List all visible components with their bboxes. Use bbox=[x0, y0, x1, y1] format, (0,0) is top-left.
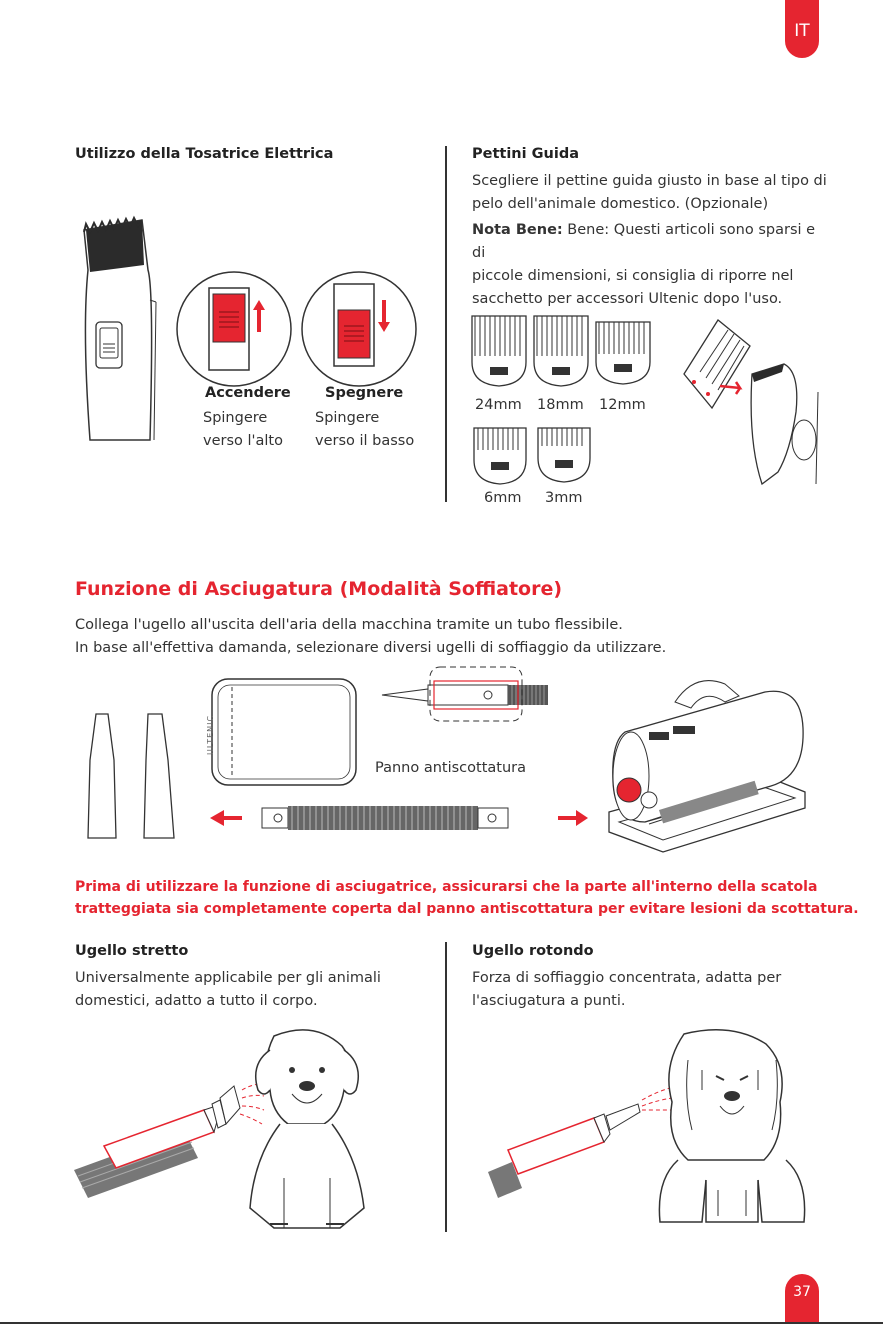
round-nozzle-line: l'asciugatura a punti. bbox=[472, 993, 626, 1009]
column-divider bbox=[445, 146, 447, 502]
drying-section-title: Funzione di Asciugatura (Modalità Soffiatore) bbox=[75, 578, 563, 600]
combs-description-line: pelo dell'animale domestico. (Opzionale) bbox=[472, 196, 769, 212]
comb-size-label: 24mm bbox=[475, 397, 522, 413]
combs-note bbox=[472, 219, 832, 265]
combs-note-line: sacchetto per accessori Ultenic dopo l'uso. bbox=[472, 291, 783, 307]
comb-row-top bbox=[470, 312, 670, 392]
comb-row-bottom bbox=[472, 424, 612, 490]
note-label: Nota Bene: bbox=[472, 222, 563, 238]
combs-description bbox=[472, 170, 832, 311]
grooming-machine-illustration bbox=[605, 672, 815, 862]
comb-icon bbox=[474, 428, 526, 484]
drying-description-line: In base all'effettiva damanda, selezionare diversi ugelli di soffiaggio da utilizzare. bbox=[75, 640, 667, 656]
combs-section-title: Pettini Guida bbox=[472, 146, 579, 162]
nozzles-illustration bbox=[86, 710, 186, 842]
comb-icon bbox=[596, 322, 650, 384]
hose-with-dashed-area bbox=[380, 663, 560, 723]
narrow-nozzle-line: Universalmente applicabile per gli animali bbox=[75, 970, 381, 986]
switch-on-text-line: verso l'alto bbox=[203, 433, 283, 449]
language-tab: IT bbox=[785, 0, 819, 58]
drying-description-line: Collega l'ugello all'uscita dell'aria della macchina tramite un tubo flessibile. bbox=[75, 617, 623, 633]
switch-off-detail-icon bbox=[300, 270, 418, 388]
switch-off-text bbox=[315, 407, 414, 453]
switch-off-title: Spegnere bbox=[325, 385, 404, 401]
drying-warning bbox=[75, 876, 859, 920]
dog-round-nozzle-illustration bbox=[488, 1030, 818, 1230]
round-nozzle-title: Ugello rotondo bbox=[472, 943, 594, 959]
drying-warning-line: Prima di utilizzare la funzione di asciugatrice, assicurarsi che la parte all'interno della scatola bbox=[75, 879, 818, 895]
hose-connection-illustration bbox=[208, 800, 588, 840]
comb-size-label: 3mm bbox=[545, 490, 583, 506]
switch-on-text-line: Spingere bbox=[203, 410, 268, 426]
clipper-illustration bbox=[70, 210, 170, 455]
comb-size-label: 18mm bbox=[537, 397, 584, 413]
anti-scald-cloth-illustration bbox=[210, 677, 360, 787]
narrow-nozzle-description bbox=[75, 967, 381, 1013]
comb-icon bbox=[538, 428, 590, 482]
combs-description-line: Scegliere il pettine guida giusto in base al tipo di bbox=[472, 173, 827, 189]
comb-size-label: 12mm bbox=[599, 397, 646, 413]
page-number: 37 bbox=[785, 1274, 819, 1324]
drying-warning-line: tratteggiata sia completamente coperta dal panno antiscottatura per evitare lesioni da scottatura. bbox=[75, 901, 859, 917]
arrow-left-icon bbox=[210, 810, 242, 826]
round-nozzle-line: Forza di soffiaggio concentrata, adatta per bbox=[472, 970, 782, 986]
switch-on-text bbox=[203, 407, 283, 453]
switch-off-text-line: verso il basso bbox=[315, 433, 415, 449]
round-nozzle-description bbox=[472, 967, 781, 1013]
narrow-nozzle-title: Ugello stretto bbox=[75, 943, 189, 959]
comb-icon bbox=[472, 316, 526, 386]
drying-description bbox=[75, 614, 666, 660]
combs-note-line: piccole dimensioni, si consiglia di riporre nel bbox=[472, 268, 794, 284]
note-text: Bene: Questi articoli sono sparsi e di bbox=[472, 222, 816, 261]
clipper-section-title: Utilizzo della Tosatrice Elettrica bbox=[75, 146, 334, 162]
anti-scald-cloth-label: Panno antiscottatura bbox=[375, 760, 527, 776]
cloth-brand-label: ULTENIC bbox=[206, 714, 215, 755]
column-divider bbox=[445, 942, 447, 1232]
comb-attach-illustration bbox=[678, 312, 818, 487]
narrow-nozzle-line: domestici, adatto a tutto il corpo. bbox=[75, 993, 318, 1009]
comb-icon bbox=[534, 316, 588, 386]
puppy-narrow-nozzle-illustration bbox=[74, 1028, 404, 1238]
switch-on-title: Accendere bbox=[205, 385, 291, 401]
arrow-right-icon bbox=[558, 810, 588, 826]
switch-on-detail-icon bbox=[175, 270, 293, 388]
switch-off-text-line: Spingere bbox=[315, 410, 380, 426]
comb-size-label: 6mm bbox=[484, 490, 522, 506]
